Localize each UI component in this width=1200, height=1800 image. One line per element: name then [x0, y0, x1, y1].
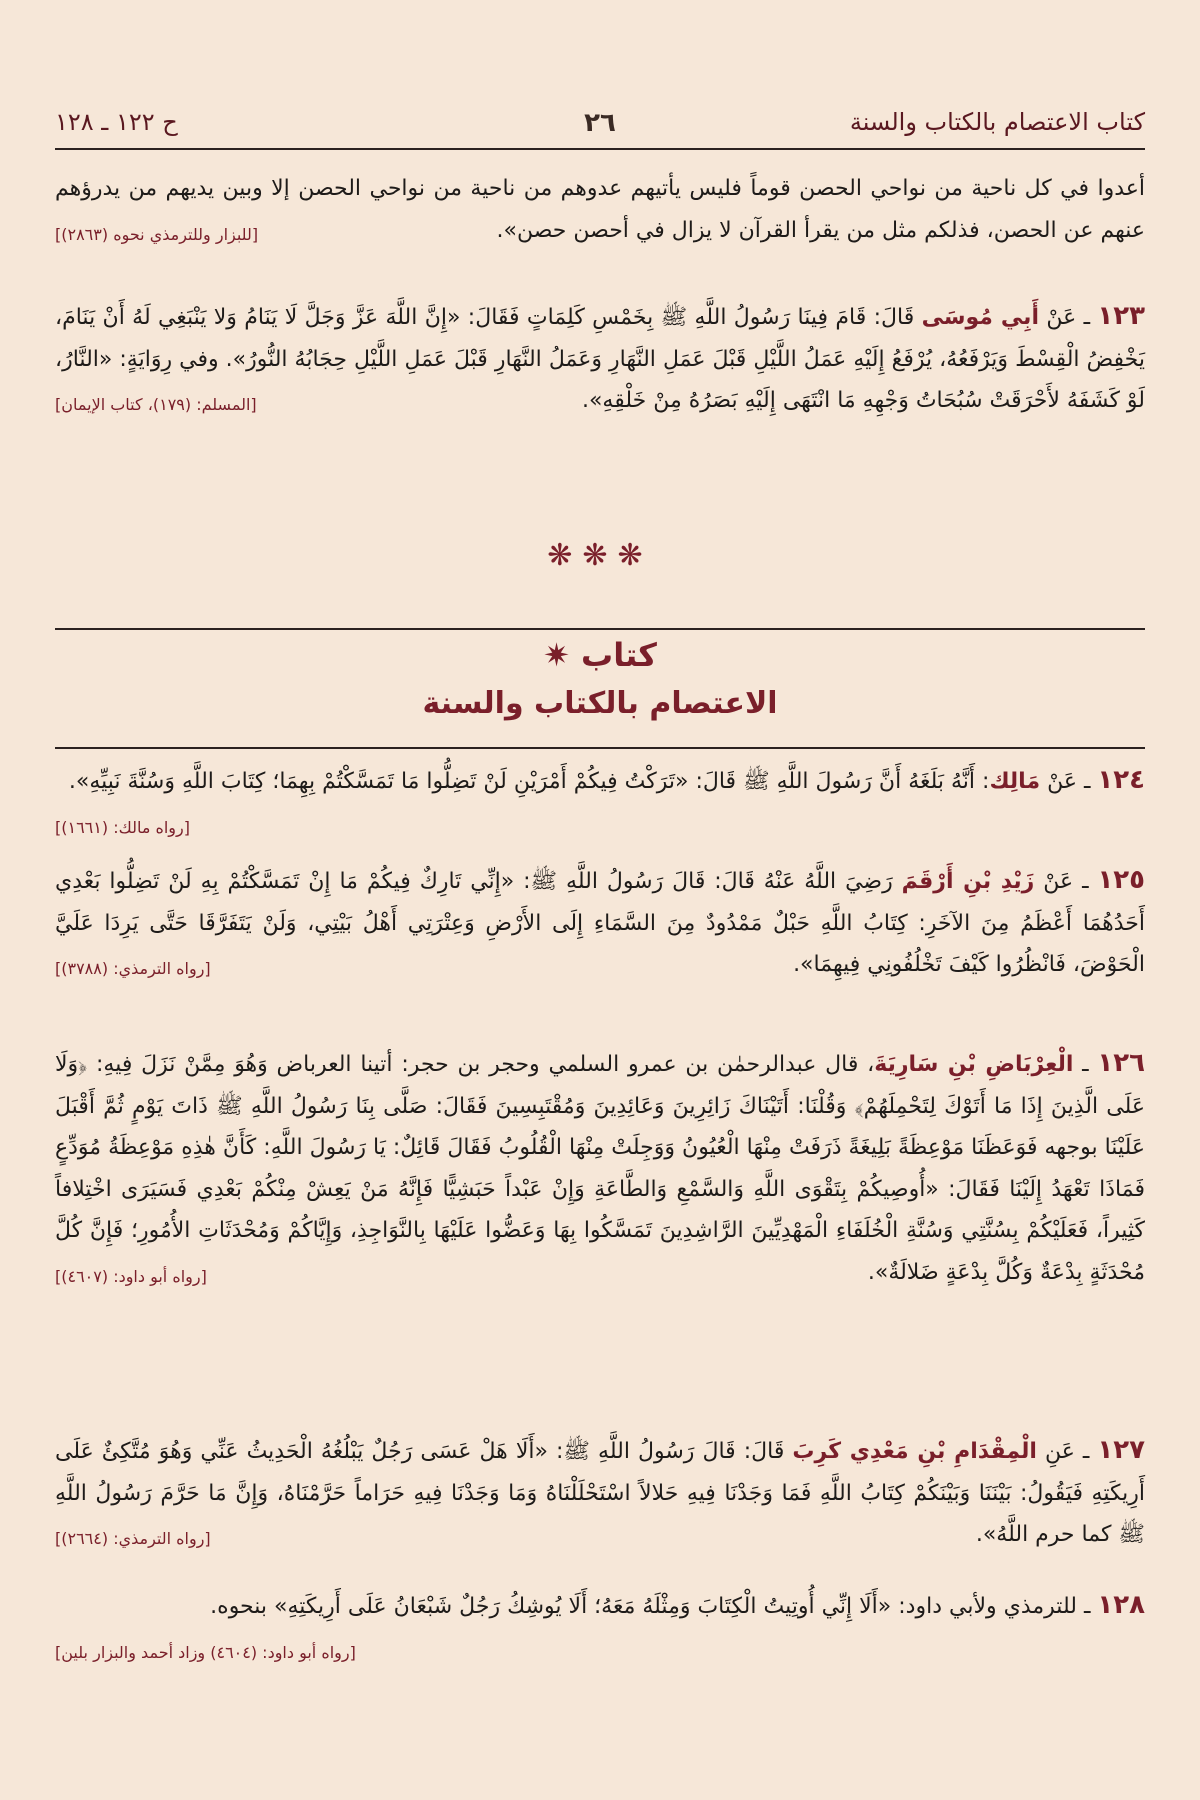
hadith-prefix: ـ	[1082, 1052, 1089, 1077]
book-title-line2: الاعتصام بالكتاب والسنة	[422, 686, 778, 721]
header-rule	[55, 148, 1145, 150]
ornament-icon: ✷	[543, 636, 570, 674]
hadith-125	[55, 860, 1145, 990]
hadith-prefix: ـ عَنْ	[1047, 769, 1091, 794]
hadith-text: رَضِيَ اللَّهُ عَنْهُ قَالَ: قَالَ رَسُولُ اللَّهِ ﷺ: «إِنِّي تَارِكٌ فِيكُمْ مَا إِنْ تَمَسَّكْتُمْ بِهِ لَنْ تَضِلُّوا بَعْدِي أَحَدُهُمَا أَعْظَمُ مِنَ الآخَرِ: كِتَابُ اللَّهِ حَبْلٌ مَمْدُودٌ مِنَ السَّمَاءِ إِلَى الأَرْضِ وَعِتْرَتِي أَهْلُ بَيْتِي، وَلَنْ يَتَفَرَّقَا حَتَّى يَرِدَا عَلَيَّ الْحَوْضَ، فَانْظُرُوا كَيْفَ تَخْلُفُونِي فِيهِمَا».	[55, 869, 1145, 977]
hadith-narrator: مَالِك	[989, 769, 1041, 794]
hadith-number: ١٢٤	[1097, 765, 1145, 795]
book-title-line1: ✷ كتاب	[543, 636, 657, 674]
hadith-prefix: ـ	[1083, 1594, 1091, 1619]
title-rule-top	[55, 628, 1145, 630]
hadith-number: ١٢٦	[1097, 1048, 1145, 1078]
hadith-source: [رواه الترمذي: (٣٧٨٨)]	[55, 959, 211, 978]
hadith-narrator: أَبِي مُوسَى	[921, 305, 1039, 330]
hadith-text: أعدوا في كل ناحية من نواحي الحصن قوماً فليس يأتيهم عدوهم من ناحية من نواحي الحصن إلا وبين يديهم من يدرؤهم عنهم عن الحصن، فذلكم مثل من يقرأ القرآن لا يزال في أحصن حصن».	[55, 176, 1145, 243]
hadith-source: [رواه أبو داود: (٤٦٠٧)]	[55, 1266, 207, 1286]
section-separator-stars: ❋❋❋	[547, 538, 653, 573]
running-header	[55, 100, 1145, 150]
hadith-number: ١٢٣	[1097, 301, 1145, 331]
hadith-number: ١٢٨	[1097, 1590, 1145, 1620]
hadith-126	[55, 1043, 1145, 1297]
hadith-124	[55, 760, 1145, 848]
header-book-title: كتاب الاعتصام بالكتاب والسنة	[849, 108, 1145, 136]
title-rule-bottom	[55, 747, 1145, 749]
hadith-128	[55, 1585, 1145, 1673]
hadith-source: [رواه أبو داود: (٤٦٠٤) وزاد أحمد والبزار بلين]	[55, 1642, 356, 1662]
page-number: ٢٦	[584, 108, 616, 138]
hadith-prefix: ـ عَنْ	[1043, 869, 1089, 894]
hadith-text: قَالَ: قَامَ فِينَا رَسُولُ اللَّهِ ﷺ بِخَمْسِ كَلِمَاتٍ فَقَالَ: «إِنَّ اللَّهَ عَزَّ وَجَلَّ لَا يَنَامُ وَلا يَنْبَغِي لَهُ أَنْ يَنَامَ، يَخْفِضُ الْقِسْطَ وَيَرْفَعُهُ، يُرْفَعُ إِلَيْهِ عَمَلُ اللَّيْلِ قَبْلَ عَمَلِ النَّهَارِ وَعَمَلُ النَّهَارِ قَبْلَ عَمَلِ اللَّيْلِ حِجَابُهُ النُّورُ». وفي رِوَايَةٍ: «النَّارُ، لَوْ كَشَفَهُ لأَحْرَقَتْ سُبُحَاتُ وَجْهِهِ مَا انْتَهَى إِلَيْهِ بَصَرُهُ مِنْ خَلْقِهِ».	[55, 305, 1145, 413]
hadith-122-continuation	[55, 168, 1145, 255]
hadith-number: ١٢٧	[1097, 1435, 1145, 1465]
hadith-source: [رواه الترمذي: (٢٦٦٤)]	[55, 1529, 211, 1548]
hadith-narrator: الْمِقْدَامِ بْنِ مَعْدِي كَرِبَ	[792, 1439, 1037, 1464]
header-hadith-range: ح ١٢٢ ـ ١٢٨	[55, 108, 178, 136]
hadith-text: : أَنَّهُ بَلَغَهُ أَنَّ رَسُولَ اللَّهِ ﷺ قَالَ: «تَرَكْتُ فِيكُمْ أَمْرَيْنِ لَنْ تَضِلُّوا مَا تَمَسَّكْتُمْ بِهِمَا؛ كِتَابَ اللَّهِ وَسُنَّةَ نَبِيِّهِ».	[68, 769, 990, 794]
hadith-source: [المسلم: (١٧٩)، كتاب الإيمان]	[55, 395, 257, 414]
hadith-prefix: ـ عَنْ	[1046, 305, 1091, 330]
hadith-source: [رواه مالك: (١٦٦١)]	[55, 817, 190, 837]
hadith-narrator: الْعِرْبَاضِ بْنِ سَارِيَةَ	[874, 1052, 1074, 1077]
hadith-123	[55, 296, 1145, 426]
hadith-number: ١٢٥	[1097, 865, 1146, 895]
hadith-source: [للبزار وللترمذي نحوه (٢٨٦٣)]	[55, 224, 259, 244]
hadith-text: للترمذي ولأبي داود: «أَلَا إِنِّي أُوتِيتُ الْكِتَابَ وَمِثْلَهُ مَعَهُ؛ أَلَا يُوشِكُ رَجُلٌ شَبْعَانُ عَلَى أَرِيكَتِهِ» بنحوه.	[210, 1594, 1077, 1619]
hadith-127	[55, 1430, 1145, 1560]
hadith-text: ، قال عبدالرحمٰن بن عمرو السلمي وحجر بن حجر: أتينا العرباض وَهُوَ مِمَّنْ نَزَلَ فِيهِ: ﴿وَلَا عَلَى الَّذِينَ إِذَا مَا أَتَوْكَ لِتَحْمِلَهُمْ﴾ وَقُلْنَا: أَتَيْنَاكَ زَائِرِينَ وَعَائِدِينَ وَمُقْتَبِسِينَ فَقَالَ: صَلَّى بِنَا رَسُولُ اللَّهِ ﷺ ذَاتَ يَوْمٍ ثُمَّ أَقْبَلَ عَلَيْنَا بوجهه فَوَعَظَنَا مَوْعِظَةً بَلِيغَةً ذَرَفَتْ مِنْهَا الْعُيُونُ وَوَجِلَتْ مِنْهَا الْقُلُوبُ فَقَالَ قَائِلٌ: يَا رَسُولَ اللَّهِ: كَأَنَّ هٰذِهِ مَوْعِظَةُ مُوَدِّعٍ فَمَاذَا تَعْهَدُ إِلَيْنَا فَقَالَ: «أُوصِيكُمْ بِتَقْوَى اللَّهِ وَالسَّمْعِ وَالطَّاعَةِ وَإِنْ عَبْداً حَبَشِيًّا فَإِنَّهُ مَنْ يَعِشْ مِنْكُمْ بَعْدِي فَسَيَرَى اخْتِلافاً كَثِيراً، فَعَلَيْكُمْ بِسُنَّتِي وَسُنَّةِ الْخُلَفَاءِ الْمَهْدِيِّينَ الرَّاشِدِينَ تَمَسَّكُوا بِهَا وَعَضُّوا عَلَيْهَا بِالنَّوَاجِذِ، وَإِيَّاكُمْ وَمُحْدَثَاتِ الأُمُورِ؛ فَإِنَّ كُلَّ مُحْدَثَةٍ بِدْعَةٌ وَكُلَّ بِدْعَةٍ ضَلالَةٌ».	[55, 1052, 1145, 1285]
hadith-prefix: ـ عَنِ	[1044, 1439, 1090, 1464]
hadith-text: قَالَ: قَالَ رَسُولُ اللَّهِ ﷺ: «أَلَا هَلْ عَسَى رَجُلٌ يَبْلُغُهُ الْحَدِيثُ عَنِّي وَهُوَ مُتَّكِئٌ عَلَى أَرِيكَتِهِ فَيَقُولُ: بَيْنَنَا وَبَيْنَكُمْ كِتَابُ اللَّهِ فَمَا وَجَدْنَا فِيهِ حَلالاً اسْتَحْلَلْنَاهُ وَمَا وَجَدْنَا فِيهِ حَرَاماً حَرَّمْنَاهُ، وَإِنَّ مَا حَرَّمَ رَسُولُ اللَّهِ ﷺ كما حرم اللَّهُ».	[55, 1439, 1145, 1547]
hadith-narrator: زَيْدِ بْنِ أَرْقَمَ	[901, 869, 1035, 894]
